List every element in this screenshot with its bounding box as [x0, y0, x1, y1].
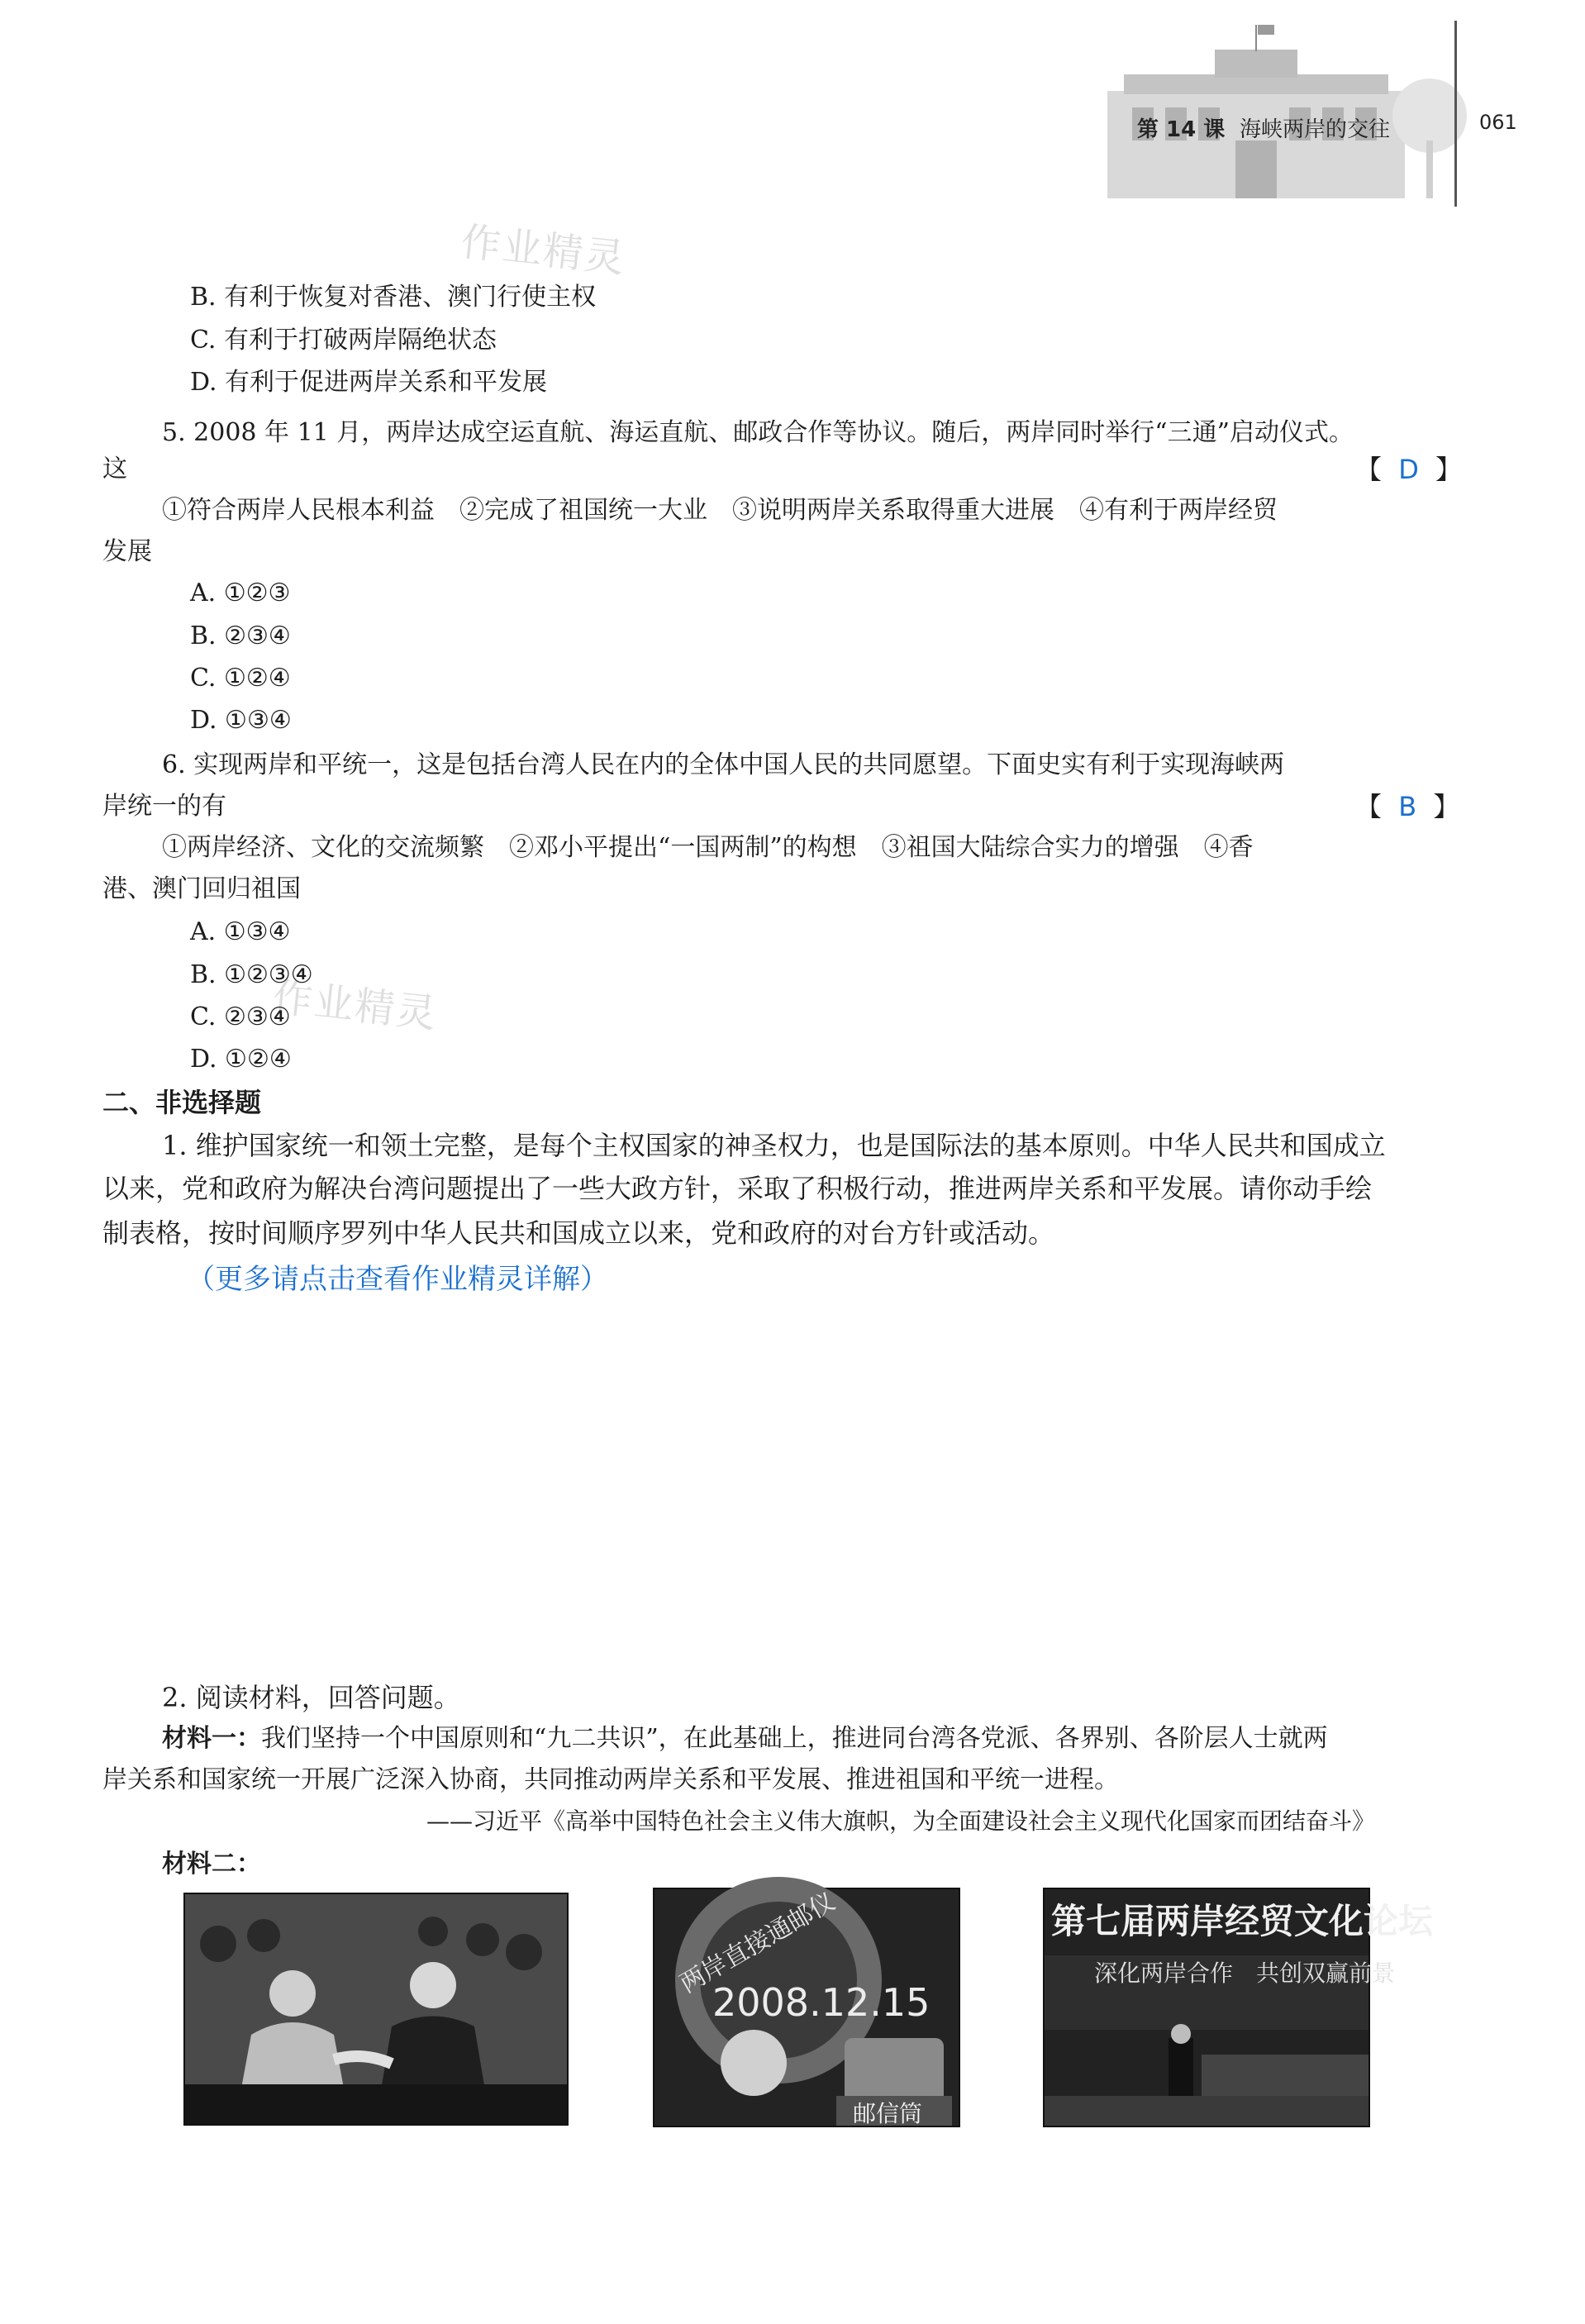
s2-q2-title: 2. 阅读材料，回答问题。	[162, 1682, 460, 1713]
q6-option-b: B. ①②③④	[190, 960, 313, 989]
q5-stem-cont: 这	[102, 455, 127, 483]
building-illustration	[1074, 17, 1471, 207]
photo2-mailbox-text: 邮信筒	[853, 2100, 923, 2127]
photo-handshake	[183, 1893, 569, 2126]
q6-option-c: C. ②③④	[190, 1002, 291, 1031]
q5-stem: 5. 2008 年 11 月，两岸达成空运直航、海运直航、邮政合作等协议。随后，两岸同时举行“三通”启动仪式。	[162, 418, 1354, 447]
answer-bracket-close: 】	[1433, 791, 1460, 822]
photo3-forum-title: 第七届两岸经贸文化论坛	[1051, 1901, 1434, 1941]
q6-option-a: A. ①③④	[190, 917, 291, 946]
photo-forum	[1043, 1888, 1434, 2127]
q5-statements-cont: 发展	[102, 537, 152, 566]
material1-source: ——习近平《高举中国特色社会主义伟大旗帜，为全面建设社会主义现代化国家而团结奋斗》	[426, 1807, 1376, 1835]
q6-stem-cont: 岸统一的有	[102, 792, 226, 821]
page-header	[1074, 17, 1471, 207]
watermark: 作业精灵	[459, 218, 628, 283]
q5-answer	[1355, 453, 1462, 486]
page-number: 061	[1479, 111, 1517, 134]
q5-option-c: C. ①②④	[190, 664, 291, 693]
q4-option-d: D. 有利于促进两岸关系和平发展	[190, 368, 548, 397]
photo2-date: 2008.12.15	[712, 1980, 931, 2025]
s2-q1-line1: 1. 维护国家统一和领土完整，是每个主权国家的神圣权力，也是国际法的基本原则。中华人民共和国成立	[162, 1130, 1386, 1161]
q6-stem: 6. 实现两岸和平统一，这是包括台湾人民在内的全体中国人民的共同愿望。下面史实有利于实现海峡两	[162, 750, 1285, 779]
answer-bracket-open: 【	[1355, 791, 1383, 822]
q5-statements: ①符合两岸人民根本利益 ②完成了祖国统一大业 ③说明两岸关系取得重大进展 ④有利于两岸经贸	[162, 496, 1278, 525]
watermark: 作业精灵	[270, 974, 440, 1038]
q5-option-b: B. ②③④	[190, 621, 291, 650]
q6-option-d: D. ①②④	[190, 1045, 292, 1074]
more-details-link[interactable]: （更多请点击查看作业精灵详解）	[187, 1263, 608, 1296]
s2-q1-line3: 制表格，按时间顺序罗列中华人民共和国成立以来，党和政府的对台方针或活动。	[102, 1217, 1055, 1249]
s2-q1-line2: 以来，党和政府为解决台湾问题提出了一些大政方针，采取了积极行动，推进两岸关系和平发展。请你动手绘	[102, 1173, 1373, 1204]
material1-cont: 岸关系和国家统一开展广泛深入协商，共同推动两岸关系和平发展、推进祖国和平统一进程。	[102, 1765, 1119, 1794]
material1-text: 我们坚持一个中国原则和“九二共识”，在此基础上，推进同台湾各党派、各界别、各阶层人士就两	[261, 1724, 1328, 1753]
answer-bracket-close: 】	[1435, 454, 1463, 485]
lesson-number: 第 14 课	[1137, 117, 1226, 142]
handshake-image	[185, 1894, 567, 2124]
q6-statements-cont: 港、澳门回归祖国	[102, 874, 301, 903]
section-title: 二、非选择题	[102, 1087, 262, 1118]
photo3-forum-subtitle: 深化两岸合作 共创双赢前景	[1094, 1960, 1396, 1987]
q6-answer	[1355, 790, 1459, 823]
q5-answer-letter: D	[1398, 454, 1419, 485]
material2-label: 材料二：	[162, 1850, 261, 1879]
material1	[162, 1722, 1328, 1755]
q4-option-b: B. 有利于恢复对香港、澳门行使主权	[190, 283, 597, 312]
header-divider	[1454, 21, 1457, 207]
q5-option-a: A. ①②③	[190, 579, 291, 607]
answer-bracket-open: 【	[1355, 454, 1383, 485]
photo-postal-ceremony	[653, 1888, 960, 2127]
photo2-ceremony-text: 两岸直接通邮仪	[675, 1887, 840, 1999]
q6-statements: ①两岸经济、文化的交流频繁 ②邓小平提出“一国两制”的构想 ③祖国大陆综合实力的增强 ④香	[162, 833, 1254, 862]
q5-option-d: D. ①③④	[190, 706, 292, 735]
lesson-title: 海峡两岸的交往	[1240, 117, 1391, 142]
material1-label: 材料一：	[162, 1724, 261, 1753]
q4-option-c: C. 有利于打破两岸隔绝状态	[190, 326, 497, 355]
q6-answer-letter: B	[1398, 791, 1417, 822]
